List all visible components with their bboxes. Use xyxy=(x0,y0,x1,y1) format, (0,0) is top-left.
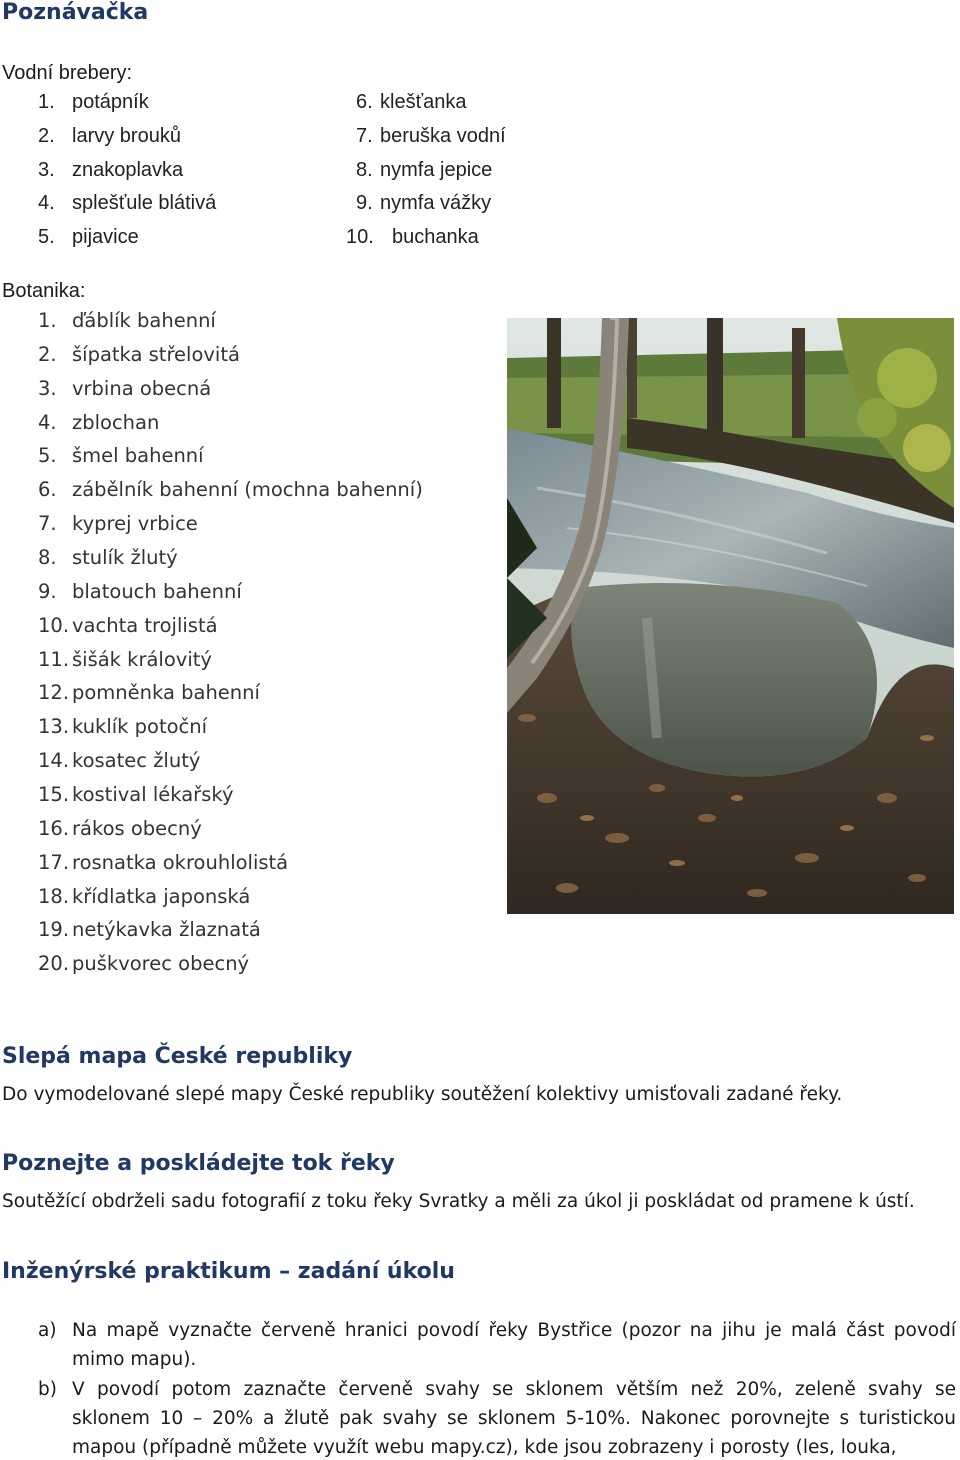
list-item: 19. netýkavka žlaznatá xyxy=(38,918,261,942)
list-item: 3. vrbina obecná xyxy=(38,376,212,400)
task-marker: b) xyxy=(38,1379,57,1400)
botany-list xyxy=(38,304,508,981)
list-item: 5. šmel bahenní xyxy=(38,444,204,468)
map-section-text: Do vymodelované slepé mapy České republiky soutěžení kolektivy umisťovali zadané řeky. xyxy=(2,1084,843,1105)
list-item: 3. znakoplavka xyxy=(38,158,184,181)
list-item: 17. rosnatka okrouhlolistá xyxy=(38,850,289,874)
river-section-heading: Poznejte a poskládejte tok řeky xyxy=(2,1151,395,1176)
river-photo xyxy=(507,318,954,914)
engineering-section-heading: Inženýrské praktikum – zadání úkolu xyxy=(2,1259,455,1284)
list-item: 6. klešťanka xyxy=(356,91,467,113)
map-section-heading: Slepá mapa České republiky xyxy=(2,1044,353,1069)
list-item: 9. nymfa vážky xyxy=(356,192,492,215)
list-item: 13. kuklík potoční xyxy=(38,715,208,739)
list-item: 5. pijavice xyxy=(38,226,139,249)
task-marker: a) xyxy=(38,1320,57,1341)
task-item xyxy=(38,1375,956,1460)
task-list xyxy=(38,1316,956,1460)
list-item: 16. rákos obecný xyxy=(38,816,202,840)
list-item: 1. potápník xyxy=(38,91,149,113)
list-item: 15. kostival lékařský xyxy=(38,783,234,807)
list-item: 7. beruška vodní xyxy=(356,124,506,147)
list-item: 1. ďáblík bahenní xyxy=(38,309,216,332)
water-bugs-list-right xyxy=(346,86,656,255)
list-item: 14. kosatec žlutý xyxy=(38,749,201,773)
river-section-text: Soutěžící obdrželi sadu fotografií z toku řeky Svratky a měli za úkol ji poskládat od pramene k ústí. xyxy=(2,1191,915,1212)
list-item: 6. zábělník bahenní (mochna bahenní) xyxy=(38,478,423,502)
list-item: 10. vachta trojlistá xyxy=(38,613,218,637)
list-item: 2. šípatka střelovitá xyxy=(38,342,240,366)
water-bugs-list-left xyxy=(38,86,338,255)
list-item: 8. stulík žlutý xyxy=(38,546,178,570)
list-item: 10. buchanka xyxy=(346,226,479,249)
list-item: 4. zblochan xyxy=(38,410,160,434)
task-item xyxy=(38,1316,956,1374)
list-item: 20. puškvorec obecný xyxy=(38,952,250,976)
list-item: 4. splešťule blátivá xyxy=(38,192,217,215)
list-item: 18. křídlatka japonská xyxy=(38,884,251,908)
list-item: 7. kyprej vrbice xyxy=(38,512,198,536)
page-title: Poznávačka xyxy=(2,0,149,25)
list-item: 9. blatouch bahenní xyxy=(38,579,242,603)
water-bugs-label: Vodní brebery: xyxy=(2,62,133,84)
task-text: Na mapě vyznačte červeně hranici povodí řeky Bystřice (pozor na jihu je malá část povodí mimo mapu). xyxy=(72,1320,956,1370)
list-item: 12. pomněnka bahenní xyxy=(38,681,260,705)
task-text: V povodí potom zaznačte červeně svahy se sklonem větším než 20%, zeleně svahy se sklonem 10 – 20% a žlutě pak svahy se sklonem 5-10%. Nakonec porovnejte s turistickou mapou (případně můžete využít webu mapy.cz), kde jsou zobrazeny i porosty (les, louka, xyxy=(72,1379,956,1458)
list-item: 8. nymfa jepice xyxy=(356,158,493,181)
list-item: 2. larvy brouků xyxy=(38,124,181,147)
botany-label: Botanika: xyxy=(2,280,86,302)
list-item: 11. šišák královitý xyxy=(38,647,212,671)
